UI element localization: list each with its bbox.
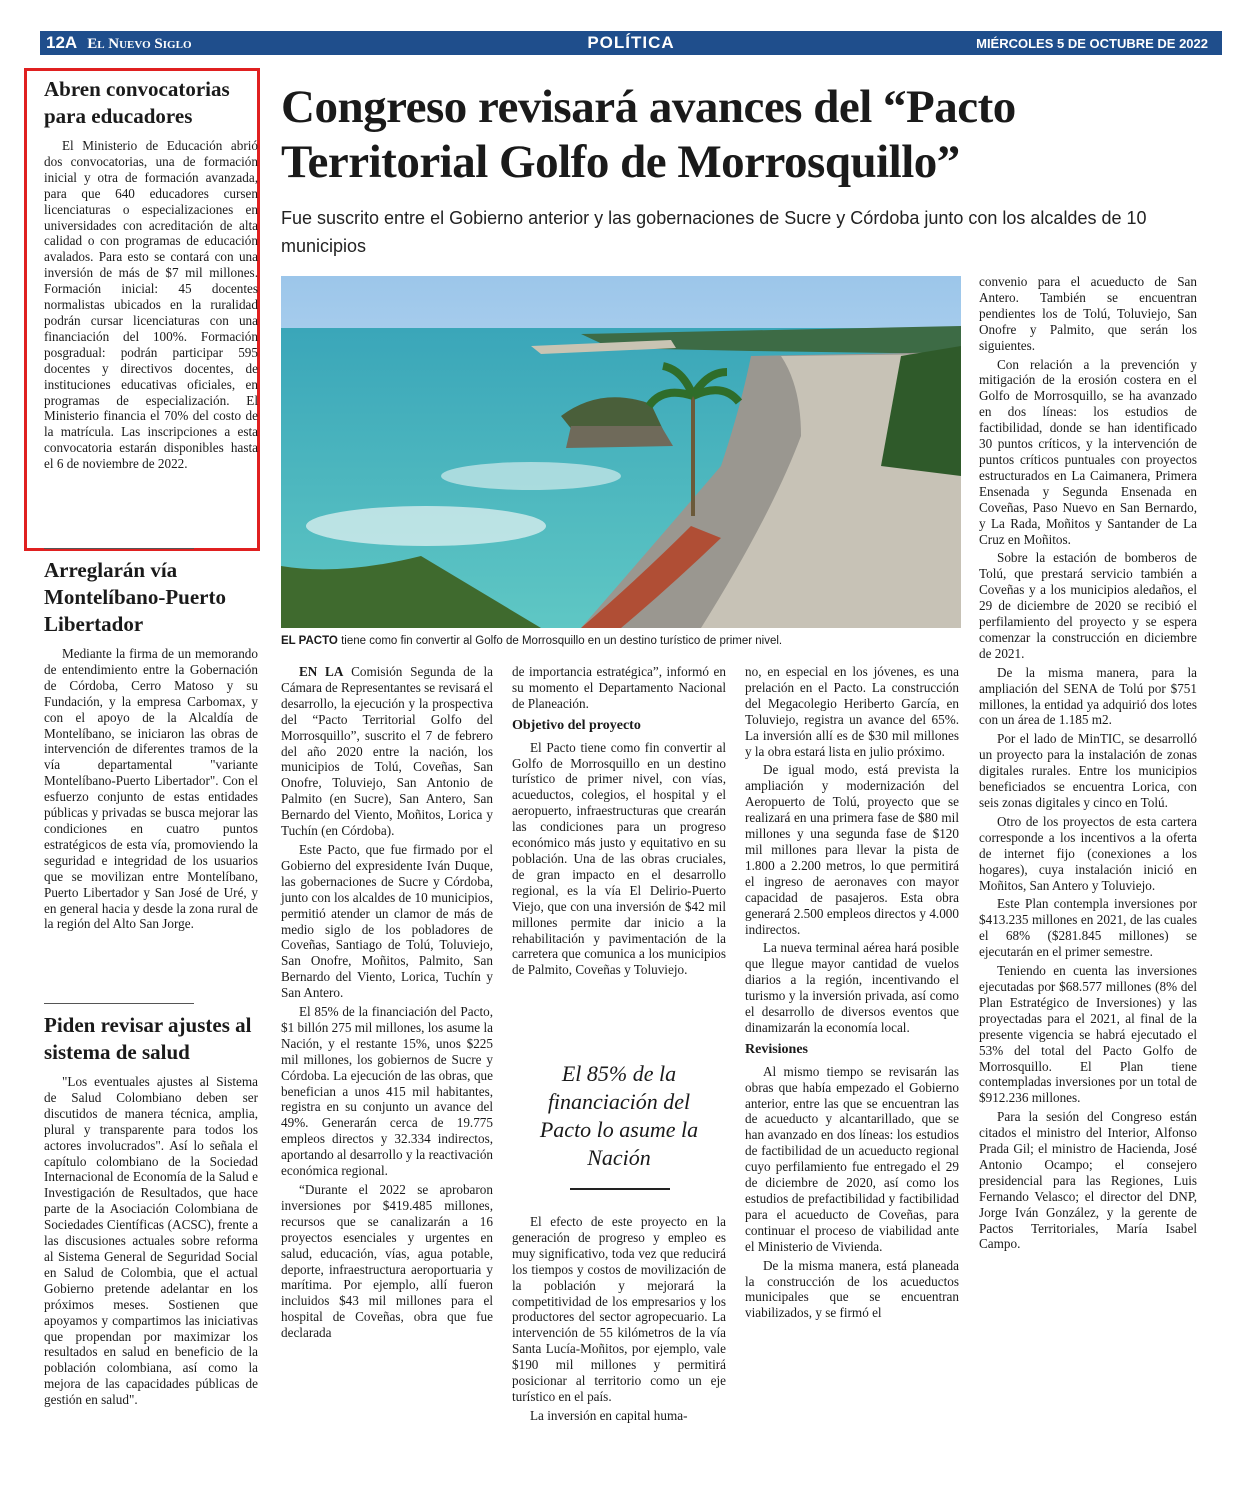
pull-quote-rule [570,1188,670,1190]
sidebar-body-educadores: El Ministerio de Educación abrió dos convocatorias, una de formación inicial y otra de formación avanzada, para que 640 educadores cursen licenciaturas o especializaciones en universidades con acreditación de alta calidad o con programas de educación avalados. Para esto se contará con una inversión de más de $7 mil millones. Formación inicial: 45 docentes normalistas ubicados en la ruralidad podrán cursar licenciaturas con una financiación del 100%. Formación posgradual: podrán participar 595 docentes y directivos docentes, de instituciones educativas oficiales, en programas de especialización. El Ministerio financia el 70% del costo de la matrícula. Las inscripciones a esta convocatoria estarán disponibles hasta el 6 de noviembre de 2022. [44,138,258,472]
article-paragraph: Al mismo tiempo se revisarán las obras que había empezado el Gobierno anterior, entre las que se encuentran las de acueducto y alcantarillado, que se han avanzado en dos líneas: los estudios de factibilidad de un acueducto regional cuyo perfilamiento fue entregado el 29 de diciembre de 2020, así como los estudios de prefactibilidad y factibilidad para el acueducto de Coveñas, para continuar el proceso de viabilidad ante el Ministerio de Vivienda. [745,1063,959,1254]
publication-name: El Nuevo Siglo [87,36,192,52]
article-paragraph: Sobre la estación de bomberos de Tolú, que prestará servicio también a Coveñas y a los municipios aledaños, el 29 de diciembre de 2020 se recibió el perfilamiento del proyecto y se espera comenzar la construcción en diciembre de 2021. [979,550,1197,661]
article-paragraph: Por el lado de MinTIC, se desarrolló un proyecto para la instalación de zonas digitales rurales. Entre los municipios beneficiados se encuentra Lorica, con seis zonas digitales y cinco en Tolú. [979,731,1197,810]
article-paragraph: De la misma manera, para la ampliación del SENA de Tolú por $751 millones, la entidad ya adquirió dos lotes con un área de 1.185 m2. [979,664,1197,728]
sidebar-body-salud: "Los eventuales ajustes al Sistema de Salud Colombiano deben ser discutidos de manera técnica, amplia, plural y transparente para todos los actores involucrados". Así lo señala el capítulo colombiano de la Sociedad Internacional de Economía de la Salud e Investigación de Resultados, que hace parte de la Asociación Colombiana de Sociedades Científicas (ACSC), frente a las discusiones actuales sobre reforma al Sistema General de Seguridad Social en Salud de Colombia, que el actual Gobierno pretende adelantar en los próximos meses. Sostienen que apoyamos y compartimos las iniciativas que propendan por maximizar los resultados en salud en beneficio de la población colombiana, así como la mejora de las capacidades públicas de gestión en salud". [44,1074,258,1408]
article-paragraph: El Pacto tiene como fin convertir al Golfo de Morrosquillo en un destino turístico de primer nivel, con vías, acueductos, colegios, el hospital y el aeropuerto, infraestructuras que crearán las condiciones para un progreso económico más justo y equitativo en su población. Una de las obras cruciales, de gran impacto en el desarrollo regional, es la vía El Delirio-Puerto Viejo, que con una inversión de $42 mil millones permite dar inicio a la rehabilitación y pavimentación de la carretera que comunica a los municipios de Palmito, Coveñas y Toluviejo. [512,739,726,978]
article-paragraph [281,664,493,839]
page-number: 12A [46,33,78,52]
article-paragraph: de importancia estratégica”, informó en su momento el Departamento Nacional de Planeación. [512,664,726,711]
caption-lead: EL PACTO [281,635,338,647]
pull-quote: El 85% de la financiación del Pacto lo asume la Nación [539,1061,699,1170]
paragraph-text: Comisión Segunda de la Cámara de Representantes se revisará el desarrollo, la ejecución y la prospectiva del “Pacto Territorial Golfo del Morrosquillo”, suscrito el 7 de febrero del año 2020 entre la nación, los municipios de Tolú, Coveñas, San Onofre, Toluviejo, San Antonio de Palmito (en Sucre), San Antero, San Bernardo del Viento, Moñitos, Lorica y Tuchín (en Córdoba). [281,664,493,839]
article-paragraph: no, en especial en los jóvenes, es una prelación en el Pacto. La construcción del Megacolegio Heriberto García, en Toluviejo, registra un avance del 65%. La inversión allí es de $30 mil millones y la obra estará lista en julio próximo. [745,664,959,759]
article-paragraph: El efecto de este proyecto en la generación de progreso y empleo es muy significativo, toda vez que reducirá los tiempos y costos de movilización de la población y mejorará la competitividad de los empresarios y los productores del sector agropecuario. La intervención de 55 kilómetros de la vía Santa Lucía-Moñitos, por ejemplo, vale $190 mil millones y permitirá posicionar al territorio como un eje turístico en el país. [512,1214,726,1404]
section-name: POLÍTICA [587,33,675,52]
article-column-2 [512,664,726,981]
issue-date: MIÉRCOLES 5 DE OCTUBRE DE 2022 [976,35,1208,51]
article-paragraph: El 85% de la financiación del Pacto, $1 billón 275 mil millones, los asume la Nación, y el restante 15%, unos $225 mil millones, los gobiernos de Sucre y Córdoba. La ejecución de las obras, que benefician a unos 415 mil habitantes, registra en su conjunto un avance del 49%. Generarán cerca de 19.775 empleos directos y 32.334 indirectos, aportando al desarrollo y la reactivación económica regional. [281,1004,494,1179]
page-header-bar [40,31,1222,55]
article-column-4 [979,274,1197,1255]
article-paragraph: Otro de los proyectos de esta cartera corresponde a los incentivos a la oferta de internet fijo (conexiones a los hogares), cuya instalación inició en Moñitos, San Antero y Toluviejo. [979,813,1197,893]
article-column-2-continued [512,1214,726,1427]
subheading-revisiones: Revisiones [745,1041,808,1057]
article-photo [281,276,961,628]
subheading-objetivo: Objetivo del proyecto [512,717,641,733]
article-paragraph: Teniendo en cuenta las inversiones ejecutadas por $68.577 millones (8% del Plan Estratégico de Inversiones) y las proyectadas para el 2021, al final de la presente vigencia se habrá ejecutado el 53% del total del Pacto Golfo de Morrosquillo. El Plan tiene contempladas inversiones por un total de $912.236 millones. [979,963,1197,1106]
sidebar-title-salud: Piden revisar ajustes al sistema de salud [44,1013,252,1064]
article-paragraph: Para la sesión del Congreso están citados el ministro del Interior, Alfonso Prada Gil; el ministro de Hacienda, José Antonio Ocampo; el consejero presidencial para las Regiones, Luis Fernando Velasco; el director del DNP, Jorge Iván González, y la gerente de Pactos Territoriales, María Isabel Campo. [979,1109,1197,1252]
article-paragraph: Este Plan contempla inversiones por $413.235 millones en 2021, de las cuales el 68% ($281.845 millones) se ejecutarán en el primer semestre. [979,896,1197,960]
article-paragraph: De igual modo, está prevista la ampliación y modernización del Aeropuerto de Tolú, proyecto que se realizará en una primera fase de $80 mil millones y una segunda fase de $120 mil millones para llevar la pista de 1.800 a 2.200 metros, lo que permitirá el ingreso de aeronaves con mayor capacidad de pasajeros. Esta obra generará 2.500 empleos directos y 4.000 indirectos. [745,762,959,937]
sidebar-story-via [44,557,258,935]
article-column-3 [745,664,959,1324]
article-paragraph: Con relación a la prevención y mitigación de la erosión costera en el Golfo de Morrosquillo, se ha avanzado en dos líneas: los estudios de factibilidad, donde se han identificado 30 puntos críticos, y la intervención de puntos críticos puntuales con proyectos estructurados en La Caimanera, Primera Ensenada y Segunda Ensenada en Coveñas, Paso Nuevo en San Bernardo, y La Rada, Moñitos y Santander de La Cruz en Moñitos. [979,356,1197,547]
article-paragraph: La nueva terminal aérea hará posible que llegue mayor cantidad de vuelos diarios a la región, incentivando el turismo y la inversión privada, así como el desarrollo de diversos eventos que dinamizarán la economía local. [745,940,959,1035]
article-column-1 [281,664,493,1344]
sidebar-title-via: Arreglarán vía Montelíbano-Puerto Libertador [44,558,226,636]
article-paragraph: La inversión en capital huma- [530,1407,688,1423]
sidebar-title-educadores: Abren convocatorias para educadores [44,77,230,128]
article-paragraph: De la misma manera, está planeada la construcción de los acueductos municipales que se encuentran viabilizados, y se firmó el [745,1257,959,1321]
sidebar-story-salud [44,1012,258,1411]
sidebar-body-via: Mediante la firma de un memorando de entendimiento entre la Gobernación de Córdoba, Cerro Matoso y su Fundación, y la empresa Carbomax, y con el apoyo de la Alcaldía de Montelíbano, se iniciaron las obras de intervención de diferentes tramos de la vía departamental "variante Montelíbano-Puerto Libertador". Con el esfuerzo conjunto de estas entidades públicas y privadas se busca mejorar las condiciones en cuatro puntos estratégicos de esta vía, promoviendo la seguridad e integridad de los usuarios que se movilizan entre Montelíbano, Puerto Libertador y San José de Uré, y en general hacia y desde la zona rural de la región del Alto San Jorge. [44,646,258,932]
article-subhead: Fue suscrito entre el Gobierno anterior y las gobernaciones de Sucre y Córdoba junto con los alcaldes de 10 municipios [281,208,1147,256]
article-paragraph: “Durante el 2022 se aprobaron inversiones por $419.485 millones, recursos que se canalizarán a 16 proyectos esenciales y urgentes en salud, educación, vías, agua potable, deporte, infraestructura aeroportuaria y marítima. Por ejemplo, allí fueron incluidos $43 mil millones para el hospital de Coveñas, obra que fue declarada [281,1182,493,1341]
sidebar-story-educadores [44,76,258,475]
article-paragraph: Este Pacto, que fue firmado por el Gobierno del expresidente Iván Duque, las gobernaciones de Sucre y Córdoba, junto con los alcaldes de 10 municipios, permitió atender un clamor de más de medio siglo de los pobladores de Coveñas, Santiago de Tolú, Toluviejo, San Onofre, Moñitos, Palmito, San Bernardo del Viento, Lorica, Tuchín y San Antero. [281,841,493,1001]
caption-text: tiene como fin convertir al Golfo de Morrosquillo en un destino turístico de primer nivel. [337,635,783,647]
photo-caption [281,634,971,648]
coastline-photo-illustration [281,276,961,628]
article-headline: Congreso revisará avances del “Pacto Territorial Golfo de Morrosquillo” [281,81,1016,188]
sidebar-divider [44,1003,194,1004]
sidebar-divider [44,548,194,549]
article-paragraph: convenio para el acueducto de San Antero. También se encuentran pendientes los de Tolú, Toluviejo, San Onofre y Palmito, que serán los siguientes. [979,274,1197,353]
lead-in: EN LA [299,664,344,679]
